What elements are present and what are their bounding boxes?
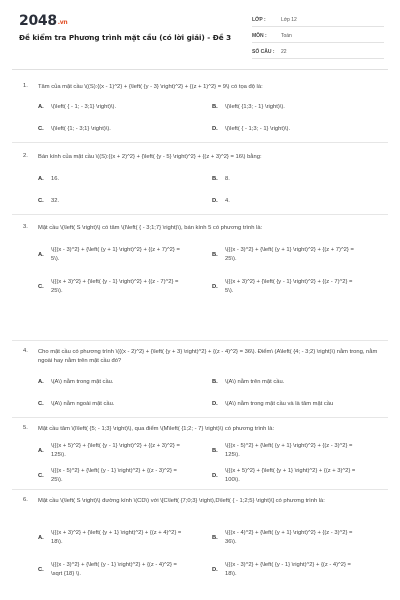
option-text: 16. (51, 176, 60, 182)
meta-row-class (252, 13, 384, 27)
option-text: \(\left( {1; - 3;1} \right)\). (51, 126, 111, 132)
logo-main: 2048 (19, 13, 57, 29)
option-text: \({(x + 5)^2} + {\left( {y + 1} \right)^2} + {(z + 3)^2} = 100\). (225, 468, 356, 483)
option-text: \({(x - 3)^2} + {\left( {y + 1} \right)^2} + {(z + 7)^2} = 5\). (51, 247, 180, 262)
logo-sub: .vn (57, 19, 68, 26)
option-label: D. (212, 126, 218, 132)
option-text: \(A\) nằm trong mặt cầu. (51, 379, 114, 385)
question-stem: Mặt cầu \(\left( S \right)\) đường kính \(CD\) với \[C\left( {7;0;3} \right),D\left( { - 1;2;5} \right)\] có phương trình là: (38, 498, 325, 504)
option-text: \({(x - 5)^2} + {\left( {y - 1} \right)^2} + {(z - 3)^2} = 25\). (51, 468, 177, 483)
option-text: 4. (225, 198, 230, 204)
option-label: A. (38, 252, 44, 258)
site-logo[interactable] (19, 13, 67, 29)
question-stem: Cho mặt cầu có phương trình \({(x - 2)^2} + {\left( {y + 3} \right)^2} + {(z - 4)^2} = 36\). Điểm\ (A\left( {4; - 3;2} \right)\) nằm trong, nằm ngoài hay nằm trên mặt cầu đó? (38, 349, 378, 364)
option-label: C. (38, 126, 44, 132)
option-text: \({(x - 3)^2} + {\left( {y - 1} \right)^2} + {(z - 4)^2} = 18\). (225, 562, 351, 577)
meta-value: Toán (281, 32, 292, 39)
option-text: \({(x + 3)^2} + {\left( {y - 1} \right)^2} + {(z - 7)^2} = 5\). (225, 279, 353, 294)
option-text: 32. (51, 198, 60, 204)
question-separator (12, 489, 388, 490)
option-label: C. (38, 401, 44, 407)
option-label: A. (38, 379, 44, 385)
option-label: A. (38, 535, 44, 541)
option-text: \({(x - 5)^2} + {\left( {y + 1} \right)^2} + {(z - 3)^2} = 125\). (225, 443, 353, 458)
option-label: C. (38, 473, 44, 479)
option-label: A. (38, 448, 44, 454)
question-stem: Tâm của mặt cầu \((S):{(x - 1)^2} + {\left( {y - 3} \right)^2} + {(z + 1)^2} = 9\) có tọa độ là: (38, 84, 263, 90)
meta-label: SỐ CÂU : (252, 48, 275, 55)
option-label: D. (212, 473, 218, 479)
meta-table (252, 13, 384, 61)
option-label: D. (212, 198, 218, 204)
option-text: \(A\) nằm trên mặt cầu. (225, 379, 285, 385)
meta-label: LỚP : (252, 16, 266, 23)
option-text: \(A\) nằm trong mặt cầu và là tâm mặt cầu (225, 401, 334, 407)
question-separator (12, 340, 388, 341)
option-label: C. (38, 567, 44, 573)
option-label: D. (212, 401, 218, 407)
option-label: B. (212, 535, 218, 541)
option-text: \(\left( {1;3; - 1} \right)\). (225, 104, 285, 110)
question-separator (12, 214, 388, 215)
option-text: \({(x + 3)^2} + {\left( {y - 1} \right)^2} + {(z - 7)^2} = 25\). (51, 279, 179, 294)
option-label: C. (38, 198, 44, 204)
option-text: \({(x + 5)^2} + {\left( {y - 1} \right)^2} + {(z + 3)^2} = 125\). (51, 443, 180, 458)
question-stem: Mặt cầu \(\left( S \right)\) có tâm \(I\left( { - 3;1;7} \right)\), bán kính 5 có phương trình là: (38, 225, 263, 231)
question-number: 4. (23, 348, 28, 354)
option-text: \({(x - 4)^2} + {\left( {y + 1} \right)^2} + {(z - 3)^2} = 36\). (225, 530, 353, 545)
option-label: A. (38, 104, 44, 110)
header-divider (12, 69, 388, 70)
option-text: \({(x - 3)^2} + {\left( {y - 1} \right)^2} + {(z - 4)^2} = \sqrt {18} \). (51, 562, 177, 577)
question-separator (12, 142, 388, 143)
document-title: Đề kiểm tra Phương trình mặt cầu (có lời giải) - Đề 3 (19, 33, 232, 42)
option-text: 8. (225, 176, 230, 182)
option-label: A. (38, 176, 44, 182)
option-text: \({(x + 3)^2} + {\left( {y + 1} \right)^2} + {(z + 4)^2} = 18\). (51, 530, 182, 545)
page-header (0, 0, 400, 66)
meta-row-subject (252, 29, 384, 43)
question-number: 3. (23, 224, 28, 230)
meta-row-count (252, 45, 384, 59)
question-separator (12, 417, 388, 418)
meta-value: 22 (281, 48, 287, 55)
question-number: 6. (23, 497, 28, 503)
meta-value: Lớp 12 (281, 16, 297, 23)
question-stem: Mặt cầu tâm \(I\left( {5; - 1;3} \right)\), qua điểm \(M\left( {1;2; - 7} \right)\) có phương trình là: (38, 426, 275, 432)
option-text: \(\left( { - 1; - 3;1} \right)\). (51, 104, 117, 110)
option-text: \(\left( { - 1;3; - 1} \right)\). (225, 126, 291, 132)
option-label: B. (212, 448, 218, 454)
option-label: B. (212, 379, 218, 385)
option-label: D. (212, 567, 218, 573)
option-label: B. (212, 176, 218, 182)
option-label: B. (212, 252, 218, 258)
option-text: \({(x - 3)^2} + {\left( {y + 1} \right)^2} + {(z + 7)^2} = 25\). (225, 247, 354, 262)
question-number: 1. (23, 83, 28, 89)
question-stem: Bán kính của mặt cầu \((S):{(x + 2)^2} + {\left( {y - 5} \right)^2} + {(z + 3)^2} = 16\) bằng: (38, 154, 262, 160)
question-number: 2. (23, 153, 28, 159)
meta-label: MÔN : (252, 32, 267, 39)
option-label: B. (212, 104, 218, 110)
option-text: \(A\) nằm ngoài mặt cầu. (51, 401, 115, 407)
question-number: 5. (23, 425, 28, 431)
option-label: D. (212, 284, 218, 290)
option-label: C. (38, 284, 44, 290)
